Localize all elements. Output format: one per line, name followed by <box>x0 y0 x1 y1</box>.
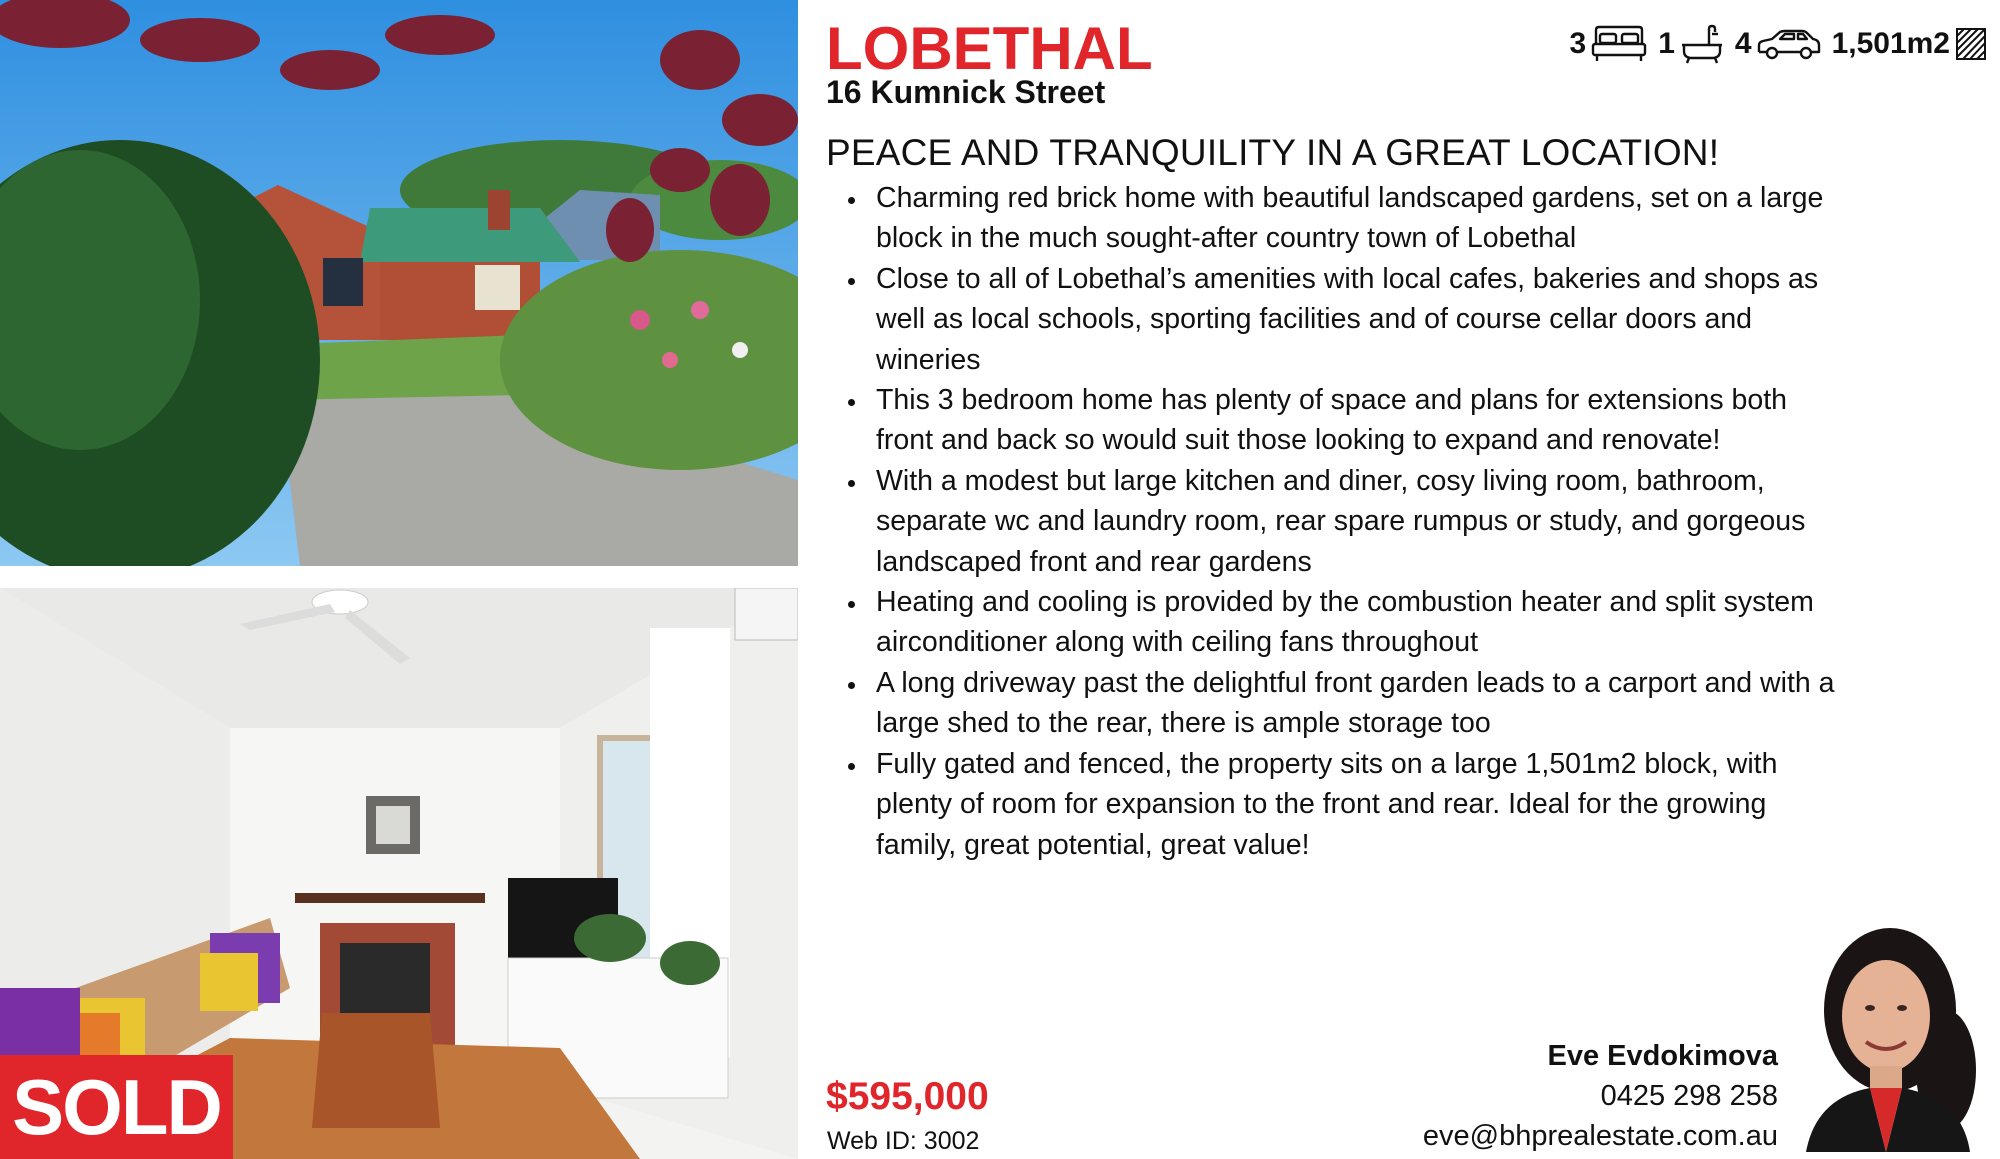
bathrooms-feature <box>1658 24 1725 64</box>
exterior-photo <box>0 0 798 566</box>
land-feature <box>1832 24 1988 64</box>
agent-name: Eve Evdokimova <box>1547 1040 1778 1072</box>
land-icon <box>1954 24 1988 64</box>
bedrooms-feature <box>1570 24 1649 64</box>
suburb-title: LOBETHAL <box>826 15 1153 82</box>
bedrooms-count: 3 <box>1569 27 1587 60</box>
bath-icon <box>1679 24 1725 64</box>
list-item: A long driveway past the delightful front garden leads to a carport and with a large shed to the rear, there is ample storage too <box>846 663 1846 744</box>
property-features <box>1570 24 1989 64</box>
carspaces-feature <box>1735 24 1822 64</box>
list-item: Close to all of Lobethal’s amenities with local cafes, bakeries and shops as well as local schools, sporting facilities and of course cellar doors and wineries <box>846 259 1846 380</box>
car-icon <box>1756 24 1822 64</box>
sold-badge: SOLD <box>0 1055 233 1159</box>
list-item: This 3 bedroom home has plenty of space and plans for extensions both front and back so would suit those looking to expand and renovate! <box>846 380 1846 461</box>
bathrooms-count: 1 <box>1658 27 1675 60</box>
listing-headline: PEACE AND TRANQUILITY IN A GREAT LOCATION! <box>826 132 1720 173</box>
bed-icon <box>1590 24 1648 64</box>
sale-price: $595,000 <box>826 1075 989 1118</box>
street-address: 16 Kumnick Street <box>826 74 1106 110</box>
agent-photo <box>1786 920 1990 1152</box>
web-id: Web ID: 3002 <box>827 1127 980 1155</box>
list-item: Heating and cooling is provided by the combustion heater and split system airconditioner along with ceiling fans throughout <box>846 582 1846 663</box>
interior-photo <box>0 588 798 1159</box>
agent-phone[interactable]: 0425 298 258 <box>1600 1080 1778 1112</box>
agent-contact <box>1423 1036 1778 1156</box>
list-item: Fully gated and fenced, the property sits on a large 1,501m2 block, with plenty of room for expansion to the front and rear. Ideal for the growing family, great potential, great value! <box>846 744 1846 865</box>
list-item: Charming red brick home with beautiful landscaped gardens, set on a large block in the much sought-after country town of Lobethal <box>846 178 1846 259</box>
features-list <box>846 178 1846 865</box>
agent-email[interactable]: eve@bhprealestate.com.au <box>1422 1120 1778 1152</box>
list-item: With a modest but large kitchen and diner, cosy living room, bathroom, separate wc and laundry room, rear spare rumpus or study, and gorgeous landscaped front and rear gardens <box>846 461 1846 582</box>
land-size: 1,501m2 <box>1831 27 1950 60</box>
carspaces-count: 4 <box>1734 27 1752 60</box>
